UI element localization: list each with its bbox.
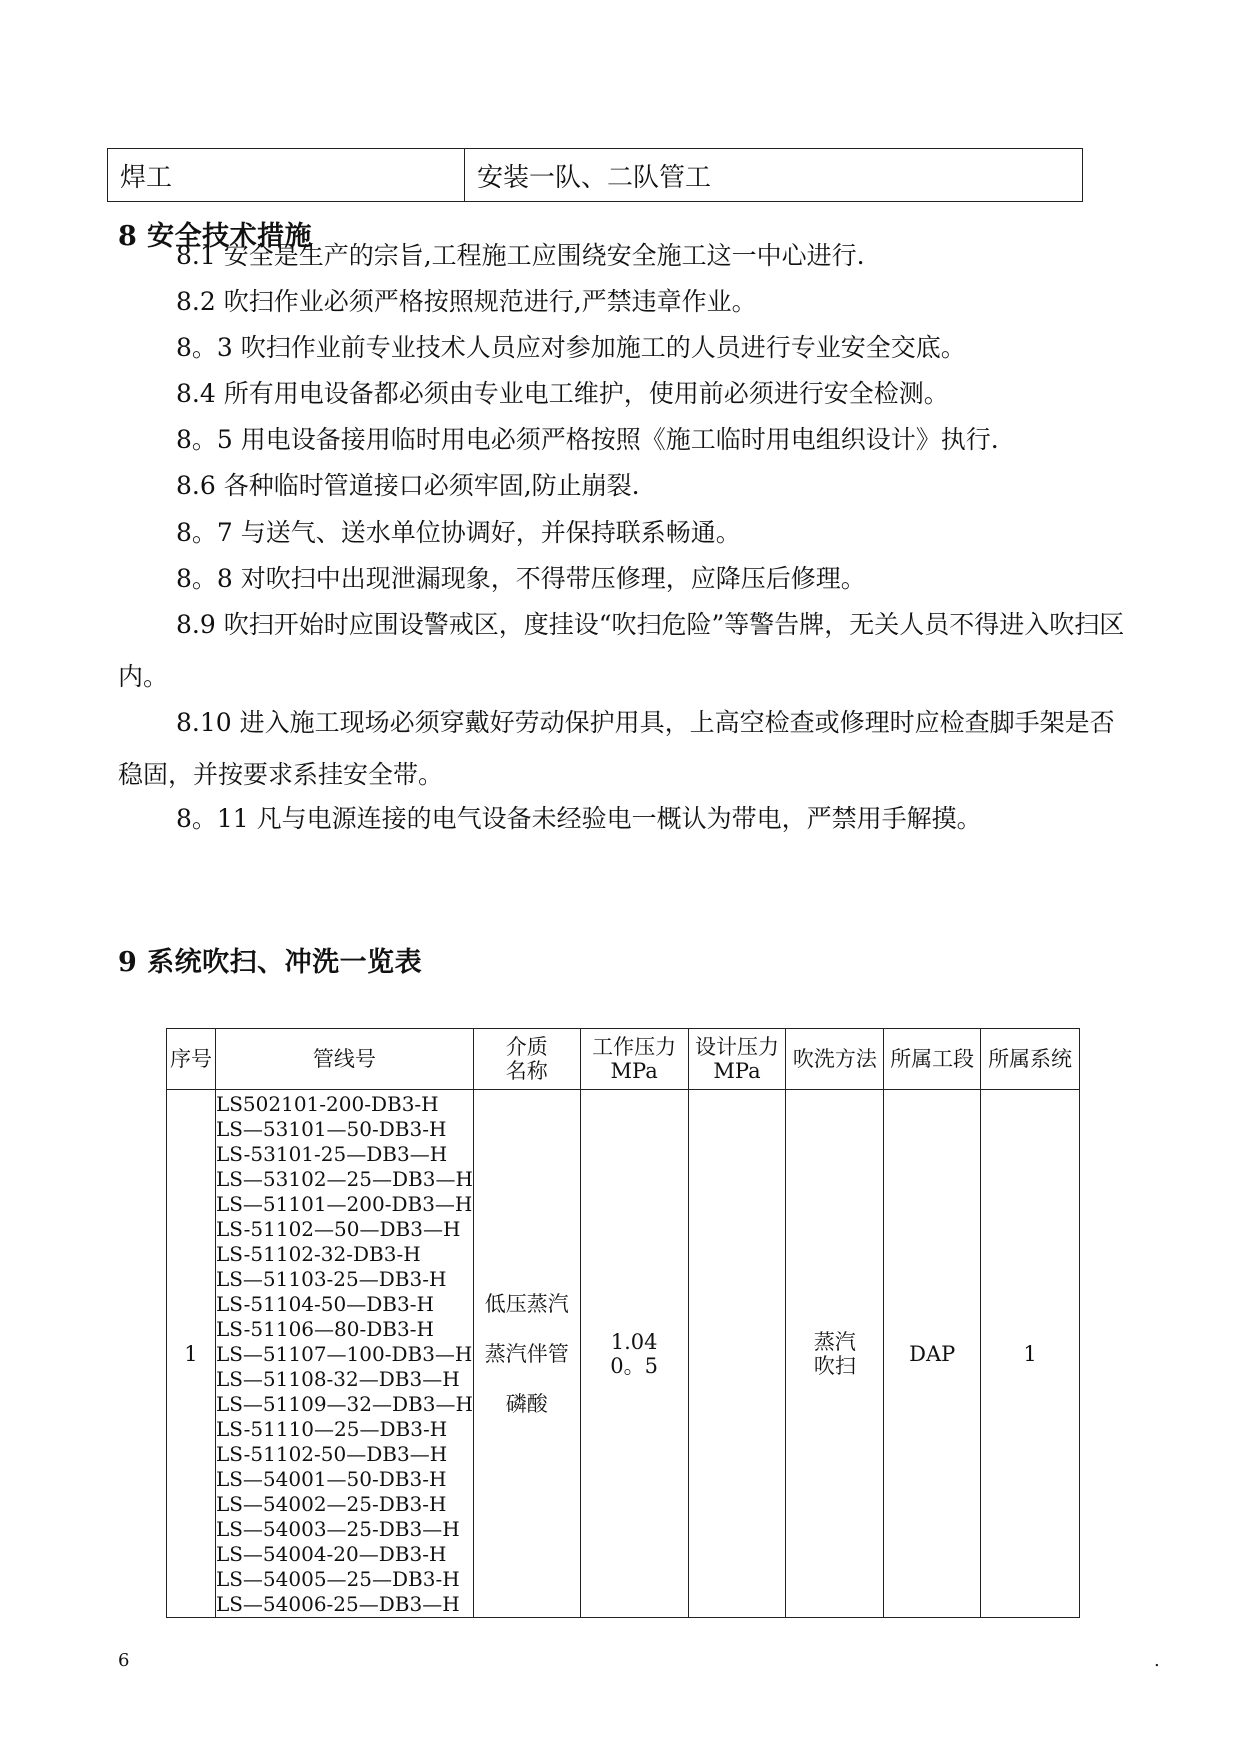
para-8-2: 8.2 吹扫作业必须严格按照规范进行,严禁违章作业。 [176, 287, 757, 316]
team-cell: 安装一队、二队管工 [465, 149, 1083, 202]
table-row [108, 149, 1083, 202]
para-8-8: 8。8 对吹扫中出现泄漏现象，不得带压修理，应降压后修理。 [176, 564, 866, 593]
line-number: LS—51101—200-DB3—H [215, 1192, 473, 1216]
line-number: LS—53101—50-DB3-H [215, 1117, 447, 1141]
row-design-pressure [688, 1090, 786, 1618]
para-8-9: 8.9 吹扫开始时应围设警戒区，度挂设“吹扫危险”等警告牌，无关人员不得进入吹扫区内。 [118, 610, 1125, 691]
header-work-pressure-line1: 工作压力 [592, 1035, 677, 1059]
line-number: LS-51102—50—DB3—H [215, 1217, 461, 1241]
table-header-row [167, 1029, 1080, 1090]
header-method: 吹洗方法 [786, 1029, 884, 1090]
header-design-pressure-line2: MPa [713, 1059, 761, 1083]
header-section: 所属工段 [884, 1029, 981, 1090]
header-system: 所属系统 [981, 1029, 1080, 1090]
section-8-heading: 8 安全技术措施 [118, 221, 313, 252]
line-number: LS—51103-25—DB3-H [215, 1267, 447, 1291]
method-line: 吹扫 [813, 1353, 856, 1378]
header-medium [473, 1029, 580, 1090]
row-seq: 1 [167, 1090, 216, 1618]
header-medium-line2: 名称 [505, 1059, 548, 1083]
medium-name: 蒸汽伴管 [484, 1341, 569, 1366]
row-method [786, 1090, 884, 1618]
work-pressure-value: 0。5 [610, 1353, 658, 1378]
line-number: LS—54006-25—DB3—H [215, 1592, 460, 1616]
para-8-4: 8.4 所有用电设备都必须由专业电工维护，使用前必须进行安全检测。 [176, 379, 949, 408]
line-number: LS—54005—25—DB3-H [215, 1567, 460, 1591]
method-line: 蒸汽 [813, 1329, 856, 1354]
row-section: DAP [884, 1090, 981, 1618]
header-seq: 序号 [167, 1029, 216, 1090]
line-number: LS-51106—80-DB3-H [215, 1317, 434, 1341]
medium-name: 磷酸 [505, 1391, 548, 1416]
line-number: LS—51107—100-DB3—H [215, 1342, 473, 1366]
header-work-pressure-line2: MPa [610, 1059, 658, 1083]
header-design-pressure [688, 1029, 786, 1090]
footer-dot: . [1154, 1650, 1160, 1671]
purge-flush-table [166, 1028, 1080, 1618]
page-number: 6 [118, 1650, 130, 1671]
line-number: LS-51102-32-DB3-H [215, 1242, 421, 1266]
row-work-pressure [580, 1090, 688, 1618]
header-line: 管线号 [215, 1029, 473, 1090]
line-number: LS—51108-32—DB3—H [215, 1367, 460, 1391]
line-number: LS—54004-20—DB3-H [215, 1542, 447, 1566]
para-8-7: 8。7 与送气、送水单位协调好，并保持联系畅通。 [176, 518, 741, 547]
line-number: LS-51110—25—DB3-H [215, 1417, 448, 1441]
para-8-5: 8。5 用电设备接用临时用电必须严格按照《施工临时用电组织设计》执行. [176, 425, 999, 454]
para-8-3: 8。3 吹扫作业前专业技术人员应对参加施工的人员进行专业安全交底。 [176, 333, 966, 362]
line-number: LS—53102—25—DB3—H [215, 1167, 473, 1191]
line-number: LS-51102-50—DB3—H [215, 1442, 448, 1466]
line-number: LS-51104-50—DB3-H [215, 1292, 434, 1316]
row-system: 1 [981, 1090, 1080, 1618]
row-line-numbers [215, 1090, 473, 1618]
line-number: LS—54002—25-DB3-H [215, 1492, 447, 1516]
line-number: LS—54003—25-DB3—H [215, 1517, 460, 1541]
header-medium-line1: 介质 [505, 1035, 548, 1059]
line-number: LS-53101-25—DB3—H [215, 1142, 448, 1166]
header-work-pressure [580, 1029, 688, 1090]
section-9-heading: 9 系统吹扫、冲洗一览表 [118, 947, 423, 978]
personnel-table [107, 148, 1083, 202]
role-cell: 焊工 [108, 149, 465, 202]
work-pressure-value: 1.04 [610, 1329, 658, 1354]
row-medium [473, 1090, 580, 1618]
para-8-11: 8。11 凡与电源连接的电气设备未经验电一概认为带电，严禁用手解摸。 [176, 804, 982, 833]
para-8-1: 8.1 安全是生产的宗旨,工程施工应围绕安全施工这一中心进行. [176, 241, 865, 270]
para-8-10: 8.10 进入施工现场必须穿戴好劳动保护用具，上高空检查或修理时应检查脚手架是否稳固，并按要求系挂安全带。 [118, 708, 1115, 789]
medium-name: 低压蒸汽 [484, 1291, 569, 1316]
header-design-pressure-line1: 设计压力 [694, 1035, 779, 1059]
table-row [167, 1090, 1080, 1618]
para-8-6: 8.6 各种临时管道接口必须牢固,防止崩裂. [176, 471, 640, 500]
line-number: LS—54001—50-DB3-H [215, 1467, 447, 1491]
line-number: LS—51109—32—DB3—H [215, 1392, 473, 1416]
line-number: LS502101-200-DB3-H [215, 1092, 439, 1116]
